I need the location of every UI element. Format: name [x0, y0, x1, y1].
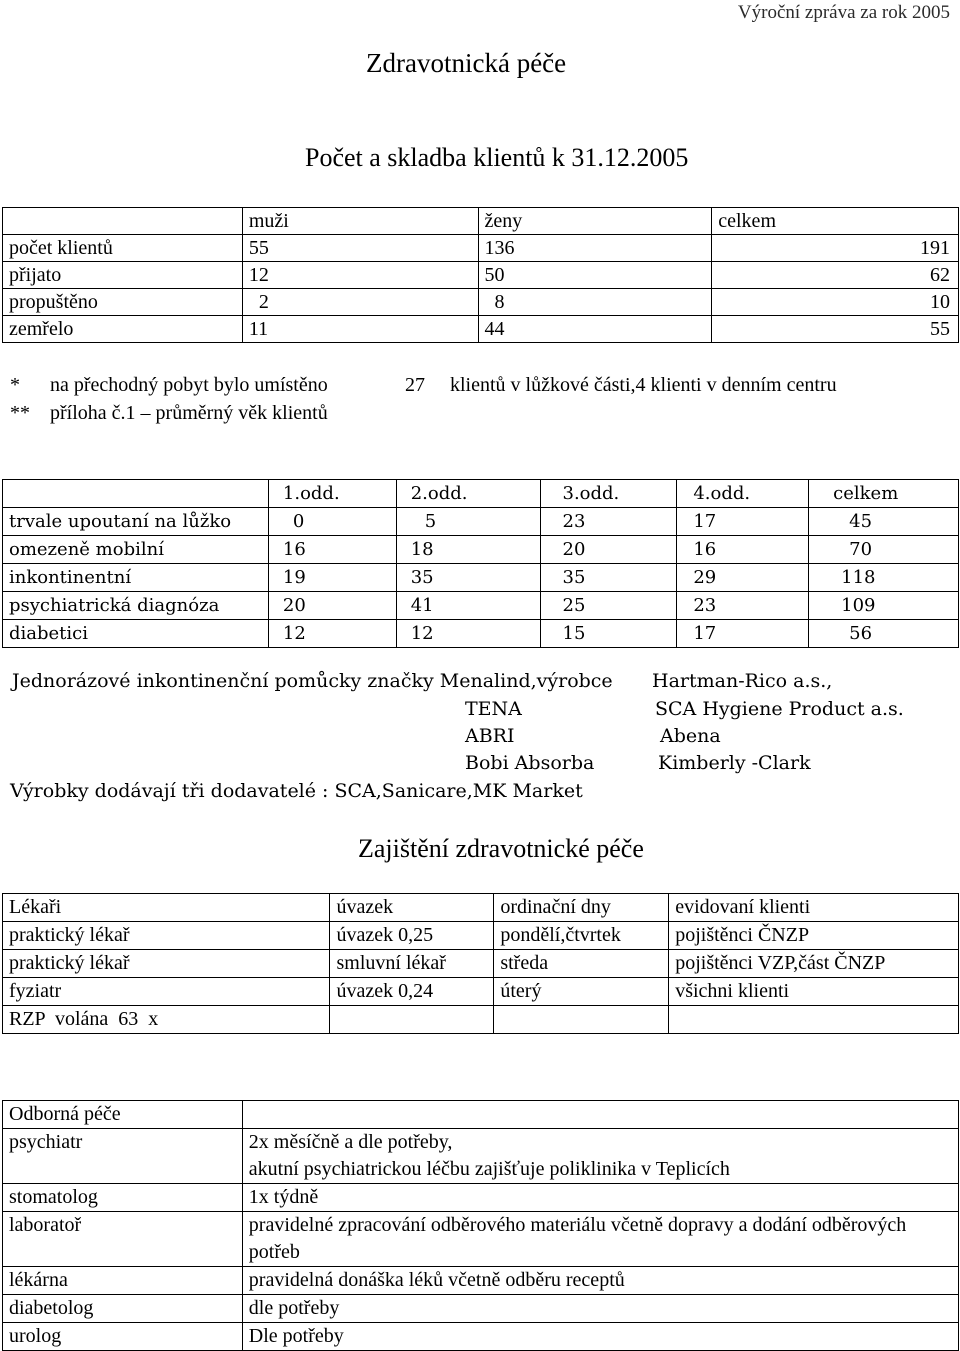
table-row	[3, 620, 959, 648]
note-2-mark: **	[10, 402, 30, 424]
table-cell: 23	[540, 508, 677, 536]
products-line-1: Jednorázové inkontinenční pomůcky značky Menalind,výrobce	[12, 670, 613, 692]
table-row	[3, 1212, 959, 1267]
table-cell: 15	[540, 620, 677, 648]
table-cell: smluvní lékař	[330, 950, 494, 978]
table-cell: středa	[494, 950, 669, 978]
note-1-mark: *	[10, 374, 20, 396]
table-cell: pojištěnci ČNZP	[669, 922, 959, 950]
table-cell: 55	[242, 235, 478, 262]
table-header-row	[3, 480, 959, 508]
table-cell	[3, 208, 243, 235]
table-cell: 16	[268, 536, 396, 564]
table-cell: propuštěno	[3, 289, 243, 316]
table-row	[3, 922, 959, 950]
table-header: 1.odd.	[268, 480, 396, 508]
table-cell: 136	[478, 235, 712, 262]
specialists-table	[2, 1100, 959, 1351]
table-cell: úvazek 0,24	[330, 978, 494, 1006]
table-cell: 29	[677, 564, 809, 592]
table-cell: laboratoř	[3, 1212, 243, 1267]
table-header-row	[3, 208, 959, 235]
table-cell: 8	[478, 289, 712, 316]
table-row	[3, 289, 959, 316]
table-cell: 118	[809, 564, 959, 592]
products-suppliers: Výrobky dodávají tři dodavatelé : SCA,Sanicare,MK Market	[10, 780, 583, 802]
department-table	[2, 479, 959, 648]
table-cell: 109	[809, 592, 959, 620]
table-cell: trvale upoutaní na lůžko	[3, 508, 269, 536]
products-maker-1: Hartman-Rico a.s.,	[652, 670, 833, 692]
table-header: úvazek	[330, 894, 494, 922]
table-cell: všichni klienti	[669, 978, 959, 1006]
table-header: Odborná péče	[3, 1101, 243, 1129]
table-header: celkem	[809, 480, 959, 508]
table-row	[3, 978, 959, 1006]
table-cell: urolog	[3, 1323, 243, 1351]
table-cell: 5	[396, 508, 540, 536]
table-cell: fyziatr	[3, 978, 330, 1006]
table-cell: 35	[540, 564, 677, 592]
table-cell: diabetolog	[3, 1295, 243, 1323]
table-cell: lékárna	[3, 1267, 243, 1295]
table-cell: 50	[478, 262, 712, 289]
table-row	[3, 564, 959, 592]
table-cell: 55	[712, 316, 959, 343]
table-cell: pravidelné zpracování odběrového materiálu včetně dopravy a dodání odběrových potřeb	[242, 1212, 958, 1267]
table-cell: omezeně mobilní	[3, 536, 269, 564]
note-1-text: na přechodný pobyt bylo umístěno	[50, 374, 328, 396]
table-header: celkem	[712, 208, 959, 235]
table-row	[3, 1129, 959, 1184]
table-row	[3, 316, 959, 343]
table-cell: 2x měsíčně a dle potřeby, akutní psychiatrickou léčbu zajišťuje poliklinika v Teplicích	[242, 1129, 958, 1184]
table-cell: 35	[396, 564, 540, 592]
products-maker-2: SCA Hygiene Product a.s.	[655, 698, 904, 720]
table-cell: počet klientů	[3, 235, 243, 262]
table-cell	[3, 480, 269, 508]
table-cell: pondělí,čtvrtek	[494, 922, 669, 950]
table-cell: 11	[242, 316, 478, 343]
table-cell: pravidelná donáška léků včetně odběru receptů	[242, 1267, 958, 1295]
note-1-number: 27	[405, 374, 425, 396]
table-cell: diabetici	[3, 620, 269, 648]
table-cell: 17	[677, 620, 809, 648]
table-cell: 25	[540, 592, 677, 620]
table-row	[3, 508, 959, 536]
table-cell: 1x týdně	[242, 1184, 958, 1212]
table-header: 4.odd.	[677, 480, 809, 508]
table-cell: 45	[809, 508, 959, 536]
table-cell: přijato	[3, 262, 243, 289]
table-cell: 191	[712, 235, 959, 262]
products-maker-3: Abena	[660, 725, 721, 747]
table-cell: 70	[809, 536, 959, 564]
table-cell: stomatolog	[3, 1184, 243, 1212]
table-cell: 0	[268, 508, 396, 536]
note-2-text: příloha č.1 – průměrný věk klientů	[50, 402, 328, 424]
table-row	[3, 235, 959, 262]
table-row	[3, 536, 959, 564]
table-header-row	[3, 1101, 959, 1129]
table-cell: RZP volána 63 x	[3, 1006, 330, 1034]
table-row	[3, 262, 959, 289]
table-cell: praktický lékař	[3, 922, 330, 950]
table-cell: 56	[809, 620, 959, 648]
table-cell: 62	[712, 262, 959, 289]
table-row	[3, 1295, 959, 1323]
table-cell: 16	[677, 536, 809, 564]
table-row	[3, 592, 959, 620]
note-1-rest: klientů v lůžkové části,4 klienti v denním centru	[450, 374, 837, 396]
table-cell: 12	[268, 620, 396, 648]
table-row	[3, 1267, 959, 1295]
report-header: Výroční zpráva za rok 2005	[737, 2, 950, 23]
table-cell: 12	[242, 262, 478, 289]
clients-subtitle: Počet a skladba klientů k 31.12.2005	[305, 143, 689, 172]
doctors-table	[2, 893, 959, 1034]
page-title: Zdravotnická péče	[366, 48, 567, 78]
table-cell	[242, 1101, 958, 1129]
table-header: 2.odd.	[396, 480, 540, 508]
table-cell: Dle potřeby	[242, 1323, 958, 1351]
table-cell: 20	[268, 592, 396, 620]
table-cell: psychiatrická diagnóza	[3, 592, 269, 620]
section-title: Zajištění zdravotnické péče	[358, 834, 644, 863]
table-cell: inkontinentní	[3, 564, 269, 592]
table-header: Lékaři	[3, 894, 330, 922]
table-cell: 2	[242, 289, 478, 316]
table-header: ženy	[478, 208, 712, 235]
products-brand-abri: ABRI	[465, 725, 515, 747]
table-row	[3, 1184, 959, 1212]
table-cell: 19	[268, 564, 396, 592]
table-cell	[330, 1006, 494, 1034]
table-cell: pojištěnci VZP,část ČNZP	[669, 950, 959, 978]
products-brand-tena: TENA	[465, 698, 522, 720]
table-cell	[494, 1006, 669, 1034]
table-cell: 41	[396, 592, 540, 620]
clients-table	[2, 207, 959, 343]
table-cell: dle potřeby	[242, 1295, 958, 1323]
table-header: muži	[242, 208, 478, 235]
table-cell: 44	[478, 316, 712, 343]
products-brand-bobi: Bobi Absorba	[465, 752, 595, 774]
table-row	[3, 950, 959, 978]
table-header-row	[3, 894, 959, 922]
table-cell: zemřelo	[3, 316, 243, 343]
table-cell: 12	[396, 620, 540, 648]
table-cell: psychiatr	[3, 1129, 243, 1184]
table-cell: 18	[396, 536, 540, 564]
table-cell: úterý	[494, 978, 669, 1006]
table-header: evidovaní klienti	[669, 894, 959, 922]
table-cell: praktický lékař	[3, 950, 330, 978]
table-cell: úvazek 0,25	[330, 922, 494, 950]
table-header: ordinační dny	[494, 894, 669, 922]
table-header: 3.odd.	[540, 480, 677, 508]
table-cell: 17	[677, 508, 809, 536]
products-maker-4: Kimberly -Clark	[658, 752, 811, 774]
table-row	[3, 1006, 959, 1034]
table-cell: 23	[677, 592, 809, 620]
table-row	[3, 1323, 959, 1351]
table-cell	[669, 1006, 959, 1034]
table-cell: 20	[540, 536, 677, 564]
table-cell: 10	[712, 289, 959, 316]
